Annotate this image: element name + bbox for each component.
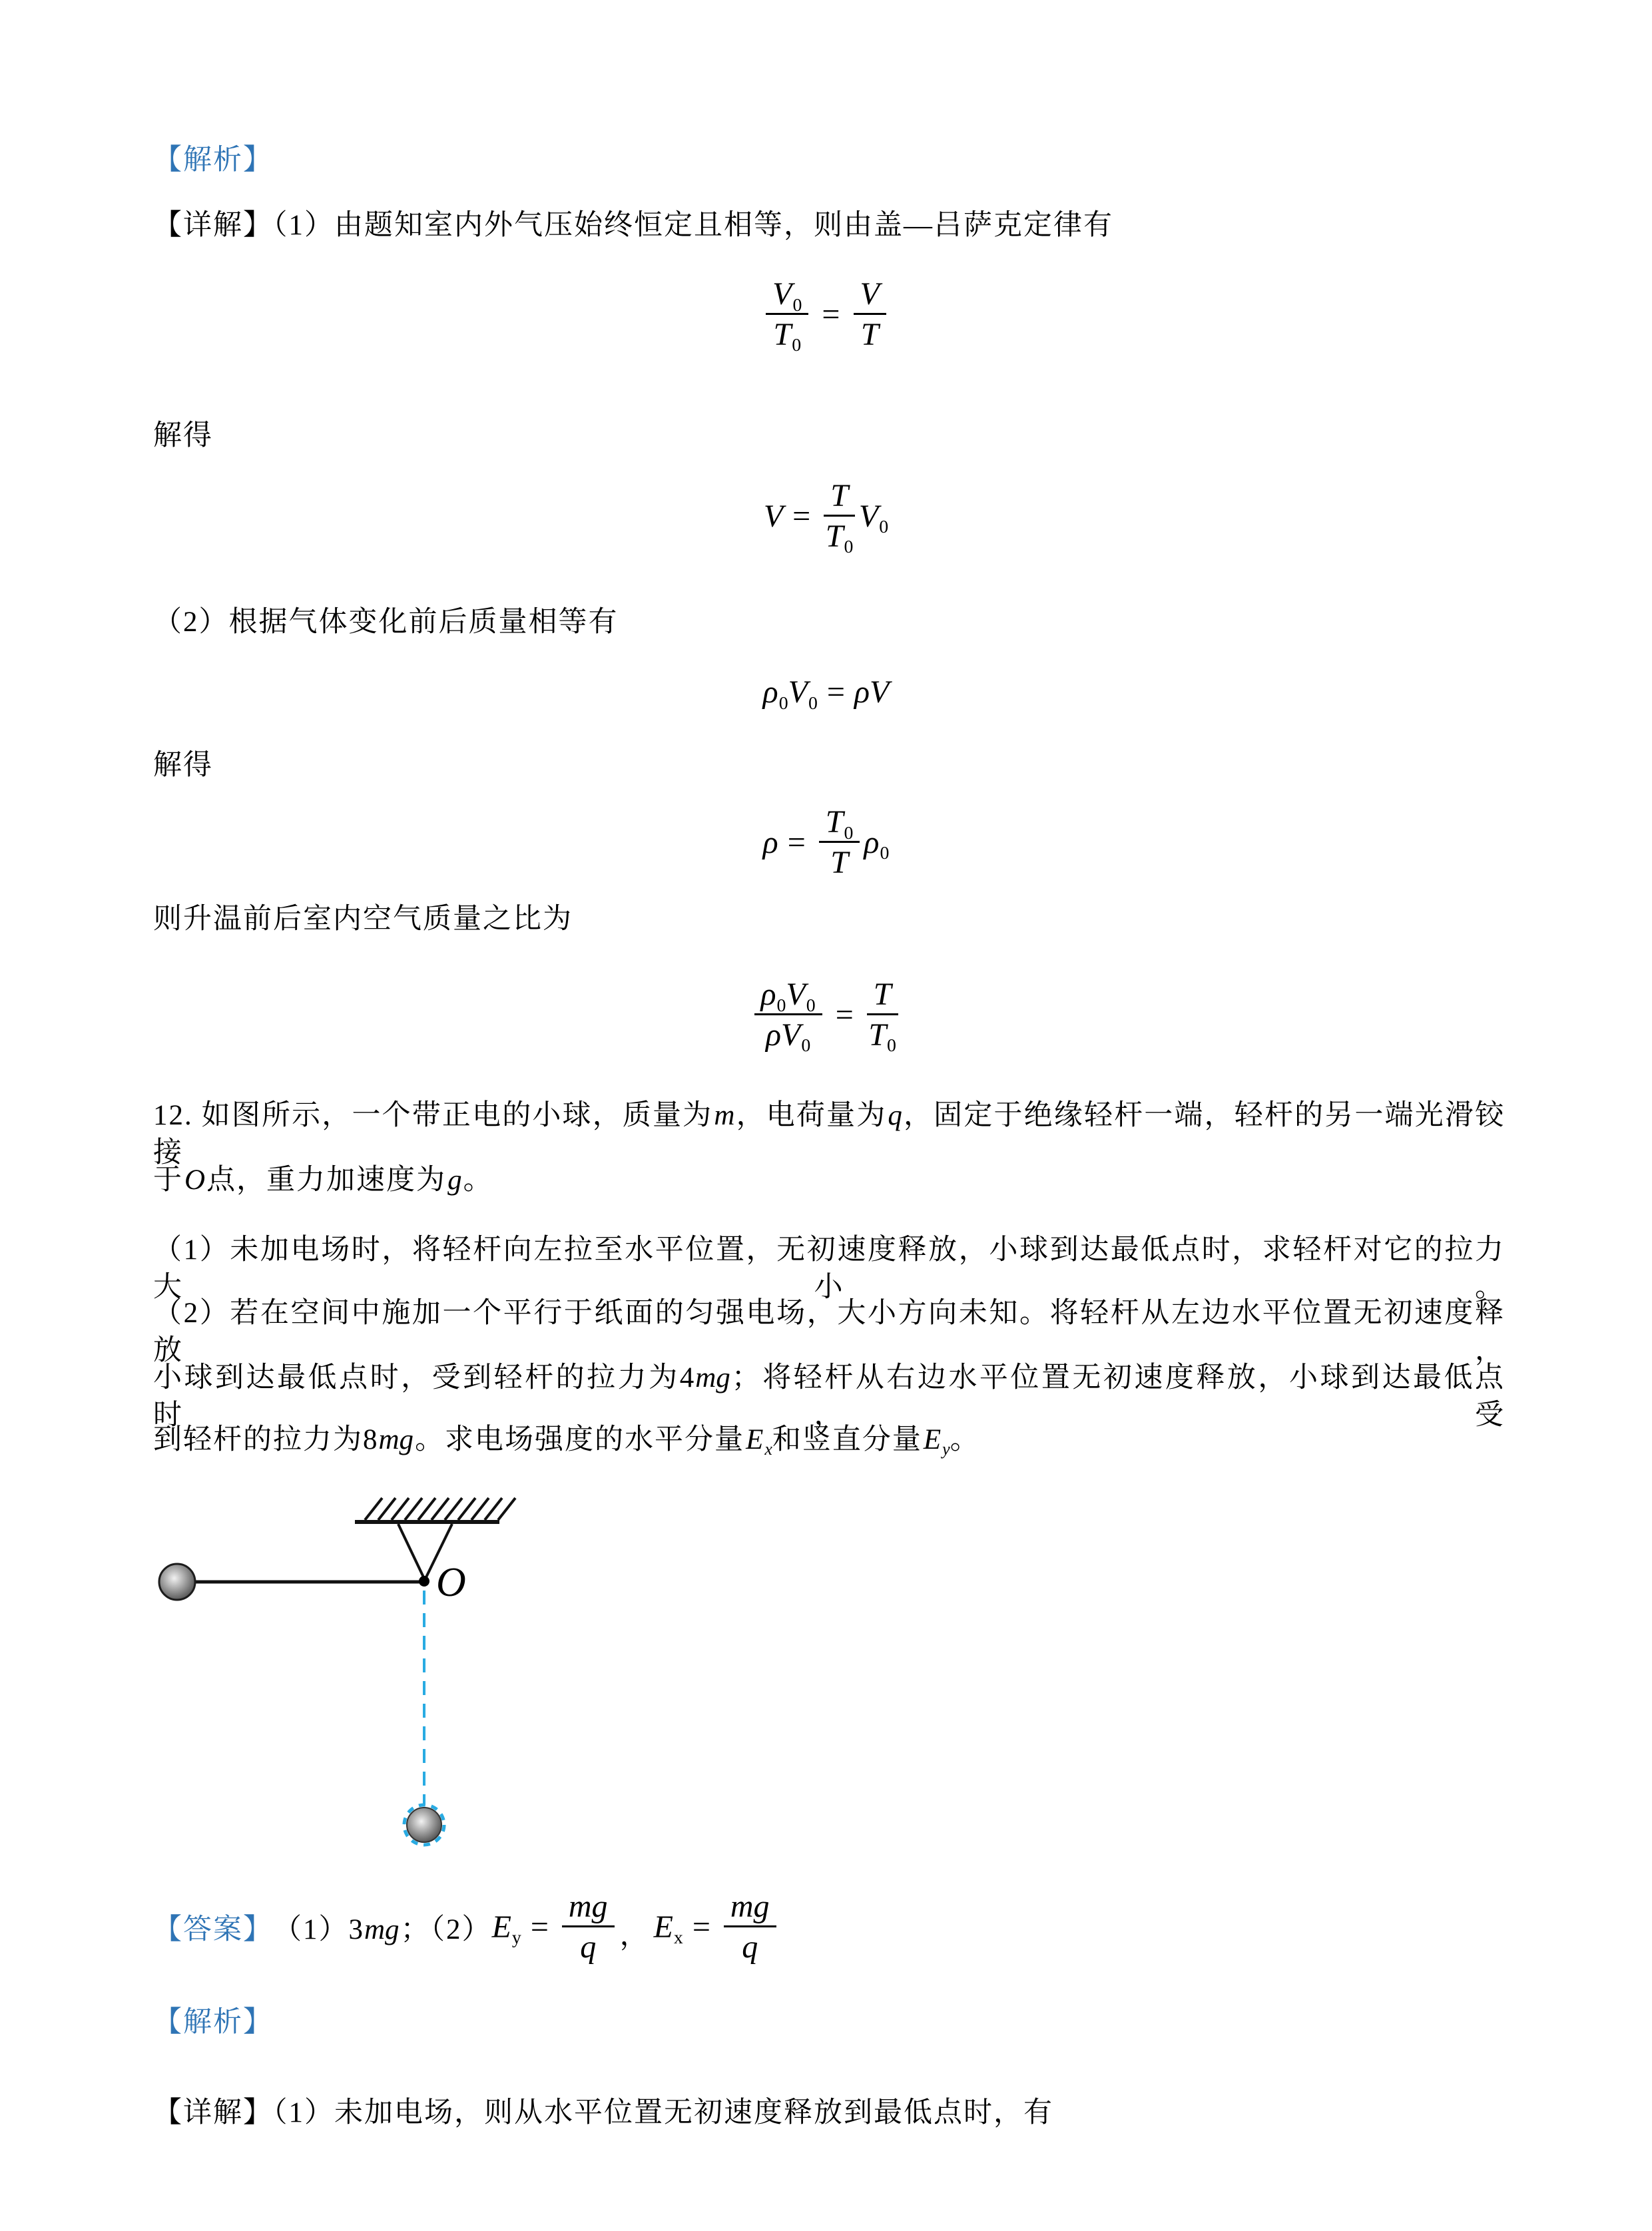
formula-volume-result xyxy=(0,478,1652,558)
step2-intro: （2）根据气体变化前后质量相等有 xyxy=(153,607,619,638)
question-12-item-1: （1）未加电场时，将轻杆向左拉至水平位置，无初速度释放，小球到达最低点时，求轻杆对它的拉力大小。 xyxy=(153,1234,1505,1303)
detail-line-1: 【详解】（1）由题知室内外气压始终恒定且相等，则由盖—吕萨克定律有 xyxy=(153,210,1113,241)
formula-mass-equal-math: $\rho_0$ $V_0$ = ρ V xyxy=(762,674,890,714)
solve-label-2: 解得 xyxy=(153,750,213,781)
formula-mass-equal xyxy=(0,674,1652,714)
question-12-figure xyxy=(133,1495,533,1851)
question-12-item-2-line-2: 小球到达最低点时，受到轻杆的拉力为4mg；将轻杆从右边水平位置无初速度释放，小球到达最低点时，受 xyxy=(153,1362,1506,1431)
question-12-line-1: 12. 如图所示，一个带正电的小球，质量为m，电荷量为q，固定于绝缘轻杆一端，轻杆的另一端光滑铰接 xyxy=(153,1100,1506,1168)
answer-formula-ey: $E_y$ = $\frac{mg}{q}$ xyxy=(492,1889,619,1965)
formula-density-result xyxy=(0,804,1652,881)
ceiling-hatching-icon xyxy=(365,1498,515,1520)
formula-volume-result-math: V = $\frac{T}{T_0}$ $V_0$ xyxy=(763,478,889,558)
detail-line-2: 【详解】（1）未加电场，则从水平位置无初速度释放到最低点时，有 xyxy=(153,2097,1053,2128)
ball-horizontal-position xyxy=(159,1564,195,1600)
answer-formula-ex: $E_x$ = $\frac{mg}{q}$ xyxy=(654,1889,780,1965)
answer-part-1: （1）3mg；（2） xyxy=(273,1913,492,1945)
pivot-label: O xyxy=(436,1560,466,1605)
formula-mass-ratio xyxy=(0,977,1652,1057)
analysis-label-1: 【解析】 xyxy=(153,144,273,176)
ratio-intro: 则升温前后室内空气质量之比为 xyxy=(153,903,573,935)
question-12-item-2-line-3: 到轻杆的拉力为8mg。求电场强度的水平分量$E_x$和竖直分量$E_y$。 xyxy=(153,1424,980,1459)
formula-gay-lussac-math: $\frac{V_0}{T_0}$ = $\frac{V}{T}$ xyxy=(762,276,890,353)
pivot-point xyxy=(419,1576,429,1587)
solve-label-1: 解得 xyxy=(153,420,213,451)
answer-comma: ， xyxy=(619,1920,650,1951)
answer-line xyxy=(153,1889,780,1964)
analysis-label-2: 【解析】 xyxy=(153,2007,273,2038)
question-12-line-2: 于O点，重力加速度为g。 xyxy=(153,1164,493,1196)
formula-mass-ratio-math: $\rho_0$ $V_0$ ρ $V_0$ = $\frac{T}{T_0}$ xyxy=(750,977,902,1053)
ball-lowest-position xyxy=(407,1808,441,1842)
formula-gay-lussac xyxy=(0,276,1652,356)
answer-label: 【答案】 xyxy=(153,1913,273,1945)
formula-density-result-math: ρ = $\frac{T_0}{T}$ $\rho_0$ xyxy=(762,804,890,880)
question-12-item-2-line-1: （2）若在空间中施加一个平行于纸面的匀强电场，大小方向未知。将轻杆从左边水平位置无初速度释放， xyxy=(153,1298,1505,1366)
pendulum-diagram xyxy=(133,1495,533,1851)
